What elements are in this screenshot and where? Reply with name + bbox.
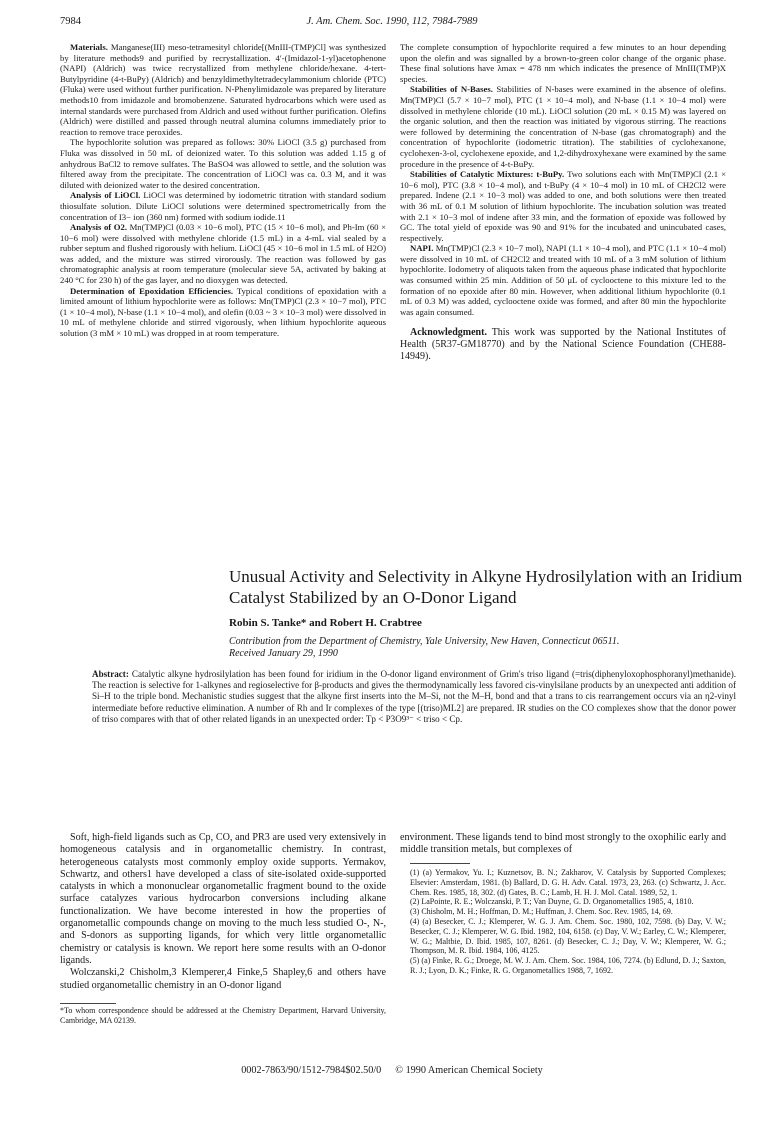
reference-item: (4) (a) Besecker, C. J.; Klemperer, W. G. J. Am. Chem. Soc. 1980, 102, 7598. (b) Day, V. W.; Besecker, C. J.; Klemperer, W. G. Ibid. 1982, 104, 6158. (c) Day, V. W.; Earley, C. W.; Klemperer, W. G.; Maltbie, D. Ibid. 1985, 107, 8261. (d) Besecker, C. J.; Day, V. W.; Klemperer, W. G.; Thompson, M. R. Ibid. 1984, 106, 4125. — [410, 916, 726, 956]
correspondence-footnote: *To whom correspondence should be addressed at the Chemistry Department, Harvard University, Cambridge, MA 02139. — [60, 1006, 386, 1025]
liocl-heading: Analysis of LiOCl. — [70, 190, 141, 201]
intro-continued: environment. These ligands tend to bind most strongly to the oxophilic early and middle transition metals, but complexes of — [400, 832, 726, 856]
reference-item: (1) (a) Yermakov, Yu. I.; Kuznetsov, B. N.; Zakharov, V. Catalysis by Supported Complexes; Elsevier: Amsterdam, 1981. (b) Ballard, D. G. H. Adv. Catal. 1973, 23, 263. (c) Schwartz, J. Acc. Chem. Res. 1985, 18, 302. (d) Gates, B. C.; Lamb, H. H. J. Mol. Catal. 1989, 52, 1. — [410, 868, 726, 897]
o2-text: Mn(TMP)Cl (0.03 × 10−6 mol), PTC (15 × 10−6 mol), and Ph-Im (60 × 10−6 mol) were dissolved with methylene chloride (1.5 mL) in a 4-mL vial sealed by a rubber septum and flushed rigorously with helium. LiOCl (45 × 10−6 mol in 1.5 mL of H2O) was added, and the mixture was stirred virorously. The reaction was followed by gas chromatographic analysis at room temperature (molecular sieve 5A, activated by baking at 240 °C for 230 h) of the gas layer, and no dioxygen was detected. — [60, 222, 386, 286]
page-footer — [0, 1065, 784, 1076]
running-header — [60, 16, 724, 30]
napi-heading: NAPI. — [410, 243, 434, 254]
materials-heading: Materials. — [70, 42, 108, 52]
body-left-column — [60, 832, 386, 992]
received-date: Received January 29, 1990 — [229, 648, 338, 659]
hypochlorite-prep-paragraph: The hypochlorite solution was prepared as follows: 30% LiOCl (3.5 g) purchased from Fluka was dissolved in 50 mL of deionized water. To this solution was added 1.15 g of anhydrous BaCl2 to remove sulfates. The BaSO4 was allowed to settle, and the solution was filtered away from the precipitate. The concentration of LiOCl was ca. 0.3 M, and it was diluted with deionized water to the desired concentration. — [60, 137, 386, 190]
abstract — [92, 669, 736, 725]
affiliation: Contribution from the Department of Chemistry, Yale University, New Haven, Connecticut 06511. — [229, 636, 620, 647]
journal-reference: J. Am. Chem. Soc. 1990, 112, 7984-7989 — [306, 16, 478, 27]
experimental-right-column — [400, 42, 726, 512]
article-authors: Robin S. Tanke* and Robert H. Crabtree — [229, 617, 422, 629]
intro-paragraph: Soft, high-field ligands such as Cp, CO, and PR3 are used very extensively in homogeneous catalysis and in organometallic chemistry. In contrast, heterogeneous catalysts most commonly employ oxide supports. Yermakov, Schwartz, and others1 have developed a class of site-isolated oxide-supported catalysts in which a mononuclear organometallic fragment bound to the oxide surface catalyzes various hydrocarbon conversions including alkane functionalization. We have become interested in how the properties of organometallic compounds change on moving to the much less studied O-, N-, and S-donors as supporting ligands, for which very little organometallic chemistry or catalysis is known. We report here some results with an O-donor ligands. — [60, 832, 386, 966]
experimental-left-column — [60, 42, 386, 462]
nbase-heading: Stabilities of N-Bases. — [410, 84, 493, 95]
article-title: Unusual Activity and Selectivity in Alkyne Hydrosilylation with an Iridium Catalyst Stabilized by an O-Donor Ligand — [229, 567, 743, 607]
abstract-label: Abstract: — [92, 669, 129, 679]
copyright-notice: © 1990 American Chemical Society — [395, 1065, 543, 1076]
intro-paragraph-2: Wolczanski,2 Chisholm,3 Klemperer,4 Finke,5 Shapley,6 and others have studied organometallic chemistry in an O-donor ligand — [60, 967, 386, 991]
materials-text: Manganese(III) meso-tetramesityl chloride[(MnIII-(TMP)Cl] was synthesized by literature methods9 and purified by recrystallization. 4′-(Imidazol-1-yl)acetophenone (NAPI) (Aldrich) was twice recrystallized from methylene chloride/hexane. 4-tert-Butylpyridine (4-t-BuPy) (Aldrich) and benzyldimethyltetradecylammonium chloride (PTC) (Fluka) were used without further purification. N-Phenylimidazole was prepared by literature methods10 from imidazole and bromobenzene. Saturated hydrocarbons which were used as internal standards were purchased from Aldrich and used without further purification. Olefins (Aldrich) were distilled and passed through neutral alumina columns immediately prior to reaction to remove trace peroxides. — [60, 42, 386, 137]
epoxidation-text: Typical conditions of epoxidation with a limited amount of lithium hypochlorite were as follows: Mn(TMP)Cl (2.3 × 10−7 mol), PTC (1 × 10−4 mol), N-base (1.1 × 10−4 mol), and olefin (0.03 ~ 3 × 10−3 mol) were dissolved in 10 mL of methylene chloride and stirred vigorously, when lithium hypochlorite aqueous solution (3 mM × 10 mL) was dropped in at room temperature. — [60, 285, 386, 339]
napi-text: Mn(TMP)Cl (2.3 × 10−7 mol), NAPI (1.1 × 10−4 mol), and PTC (1.1 × 10−4 mol) were dissolved in 10 mL of CH2Cl2 and treated with 10 mL of a 3 mM solution of lithium hypochlorite. Iodometry of aliquots taken from the aqueous phase indicated that hypochlorite was consumed within 25 min. Addition of 50 μL of cyclooctene to this mixture led to the formation of no epoxide after 80 min. However, when additional lithium hypochlorite (0.1 mL of 0.3 M) was added, cyclooctene oxide was formed, and after 80 min the hypochlorite was again consumed. — [400, 243, 726, 317]
references — [410, 868, 726, 976]
body-right-column — [400, 832, 726, 857]
liocl-text: LiOCl was determined by iodometric titration with standard sodium thiosulfate solution. Dilute LiOCl solutions were determined spectrometrically from the concentration of I3− ion (360 nm) formed with sodium iodide.11 — [60, 190, 386, 222]
page-number: 7984 — [60, 16, 81, 27]
acknowledgment-text: This work was supported by the National Institutes of Health (5R37-GM18770) and by the National Science Foundation (CHE88-14949). — [400, 327, 726, 363]
reference-item: (5) (a) Finke, R. G.; Droege, M. W. J. Am. Chem. Soc. 1984, 106, 7274. (b) Edlund, D. J.; Saxton, R. J.; Lyon, D. K.; Finke, R. G. Organometallics 1988, 7, 1692. — [410, 956, 726, 975]
catalytic-mixture-heading: Stabilities of Catalytic Mixtures: t-BuPy. — [410, 169, 565, 180]
footnote-rule — [60, 1003, 116, 1004]
reference-item: (3) Chisholm, M. H.; Hoffman, D. M.; Huffman, J. Chem. Soc. Rev. 1985, 14, 69. — [410, 907, 673, 917]
article-code: 0002-7863/90/1512-7984$02.50/0 — [241, 1065, 382, 1076]
catalytic-mixture-text: Two solutions each with Mn(TMP)Cl (2.1 × 10−6 mol), PTC (3.8 × 10−4 mol), and t-BuPy (4 × 10−4 mol) in 10 mL of CH2Cl2 were prepared. Indene (2.1 × 10−3 mol) was added to one, and both solutions were then treated with 36 mL of 0.1 M solution of lithium hypochlorite. The incubation solution was treated with 2.1 × 10−3 mol of indene after 33 min, and the formation of epoxide was followed by GC. The total yield of epoxide was 90 and 91% for the incubated and unincubated cases, respectively. — [400, 169, 726, 243]
nbase-text: Stabilities of N-bases were examined in the absence of olefins. Mn(TMP)Cl (5.7 × 10−7 mol), PTC (1 × 10−4 mol), and N-base (1.1 × 10−4 mol) were dissolved in methylene chloride (10 mL). LiOCl solution (20 mL × 0.15 M) was layered on the organic solution, and then the reaction was initiated by vigorous stirring. The reactions were followed by determining the concentration of N-base (gas chromatograph) and the concentration of hypochlorite (iodometric titration). The stabilities of cyclohexanone, cyclohexen-3-ol, cyclohexene epoxide, and 1,2-dihydroxyhexane were examined by the same procedure in the presence of 4-t-BuPy. — [400, 84, 726, 169]
contribution-line — [229, 636, 749, 660]
abstract-text: Catalytic alkyne hydrosilylation has been found for iridium in the O-donor ligand environment of Grim's triso ligand (=tris(diphenyloxophosphoranyl)methanide). The reaction is selective for 1-alkynes and regioselective for β-products and gives the thermodynamically less favored cis-vinylsilane products by an unexpected anti addition of Si–H to the triple bond. Mechanistic studies suggest that the alkyne first inserts into the M–Si, not the M–H, bond and that a trans to cis rearrangement occurs via an η2-vinyl intermediate before reductive elimination. A number of Rh and Ir complexes of the type [(triso)ML2] are prepared. IR studies on the CO complexes show that the donor power of triso compares with that of other related ligands in an unexpected order: Tp < P3O9³⁻ < triso < Cp. — [92, 669, 736, 724]
references-rule — [410, 863, 470, 864]
epoxidation-heading: Determination of Epoxidation Efficiencies. — [70, 285, 234, 296]
reference-item: (2) LaPointe, R. E.; Wolczanski, P. T.; Van Duyne, G. D. Organometallics 1985, 4, 1810. — [410, 897, 694, 907]
consumption-paragraph: The complete consumption of hypochlorite required a few minutes to an hour depending upon the olefin and was signalled by a brown-to-green color change of the organic phase. These final solutions have λmax = 478 nm which indicates the presence of MnIII(TMP)X species. — [400, 42, 726, 84]
acknowledgment-heading: Acknowledgment. — [410, 327, 487, 339]
o2-heading: Analysis of O2. — [70, 222, 128, 233]
